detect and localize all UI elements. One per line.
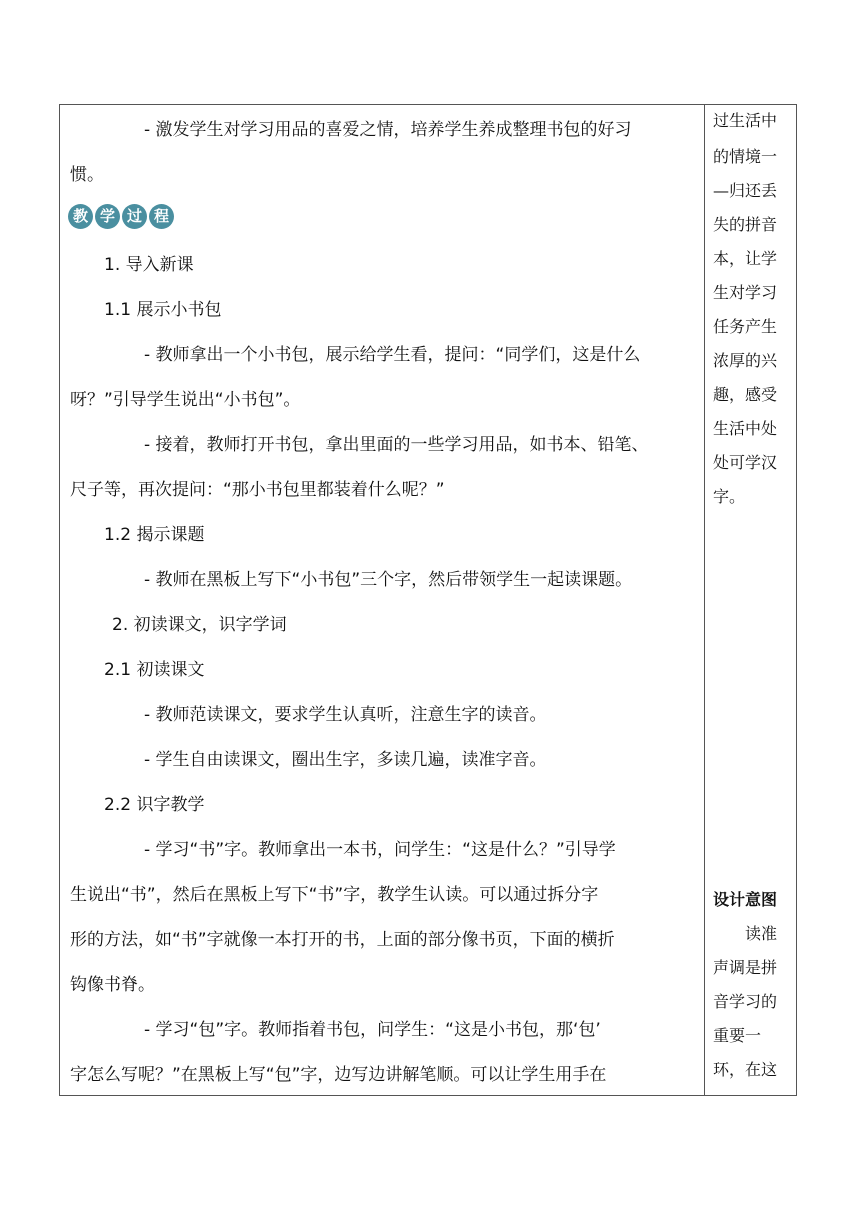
text-line: 字怎么写呢？”在黑板上写“包”字，边写边讲解笔顺。可以让学生用手在 bbox=[70, 1065, 607, 1085]
text-line: - 接着，教师打开书包，拿出里面的一些学习用品，如书本、铅笔、 bbox=[144, 435, 649, 455]
text-line: - 教师拿出一个小书包，展示给学生看，提问：“同学们，这是什么 bbox=[144, 345, 641, 365]
badge-char: 教 bbox=[68, 204, 93, 229]
text-line: 生说出“书”，然后在黑板上写下“书”字，教学生认读。可以通过拆分字 bbox=[70, 885, 599, 905]
text-line: - 学习“包”字。教师指着书包，问学生：“这是小书包，那‘包’ bbox=[144, 1020, 601, 1040]
side-line: 字。 bbox=[713, 487, 746, 506]
side-line: 环，在这 bbox=[713, 1060, 778, 1079]
text-line: - 激发学生对学习用品的喜爱之情，培养学生养成整理书包的好习 bbox=[144, 120, 632, 140]
subsection-heading: 2.1 初读课文 bbox=[104, 660, 205, 680]
text-line: 钩像书脊。 bbox=[70, 975, 155, 995]
lesson-table bbox=[59, 104, 797, 1096]
side-line: 声调是拼 bbox=[713, 958, 778, 977]
side-line: 失的拼音 bbox=[713, 215, 778, 234]
side-line: 过生活中 bbox=[713, 111, 778, 130]
subsection-heading: 2.2 识字教学 bbox=[104, 795, 205, 815]
side-line: 趣，感受 bbox=[713, 385, 778, 404]
side-line: 任务产生 bbox=[713, 317, 778, 336]
design-intent-heading: 设计意图 bbox=[713, 890, 778, 909]
badge-char: 程 bbox=[149, 204, 174, 229]
section-heading: 1. 导入新课 bbox=[104, 255, 194, 275]
side-line: 本，让学 bbox=[713, 249, 778, 268]
text-line: 呀？”引导学生说出“小书包”。 bbox=[70, 390, 301, 410]
text-line: 惯。 bbox=[70, 165, 104, 185]
side-line: 生活中处 bbox=[713, 419, 778, 438]
side-line: 的情境一 bbox=[713, 147, 778, 166]
side-line: 读准 bbox=[745, 924, 778, 943]
side-line: 音学习的 bbox=[713, 992, 778, 1011]
text-line: - 学生自由读课文，圈出生字，多读几遍，读准字音。 bbox=[144, 750, 547, 770]
text-line: 尺子等，再次提问：“那小书包里都装着什么呢？” bbox=[70, 480, 445, 500]
side-line: 重要一 bbox=[713, 1026, 762, 1045]
text-line: - 教师在黑板上写下“小书包”三个字，然后带领学生一起读课题。 bbox=[144, 570, 633, 590]
badge-char: 学 bbox=[95, 204, 120, 229]
subsection-heading: 1.2 揭示课题 bbox=[104, 525, 205, 545]
side-line: —归还丢 bbox=[713, 181, 778, 200]
text-line: - 教师范读课文，要求学生认真听，注意生字的读音。 bbox=[144, 705, 547, 725]
badge-char: 过 bbox=[122, 204, 147, 229]
side-line: 处可学汉 bbox=[713, 453, 778, 472]
side-line: 浓厚的兴 bbox=[713, 351, 778, 370]
subsection-heading: 1.1 展示小书包 bbox=[104, 300, 222, 320]
text-line: - 学习“书”字。教师拿出一本书，问学生：“这是什么？”引导学 bbox=[144, 840, 616, 860]
side-line: 生对学习 bbox=[713, 283, 778, 302]
text-line: 形的方法，如“书”字就像一本打开的书，上面的部分像书页，下面的横折 bbox=[70, 930, 615, 950]
section-heading: 2. 初读课文，识字学词 bbox=[112, 615, 287, 635]
section-badge-teaching-process bbox=[68, 204, 174, 229]
column-divider bbox=[704, 105, 705, 1095]
